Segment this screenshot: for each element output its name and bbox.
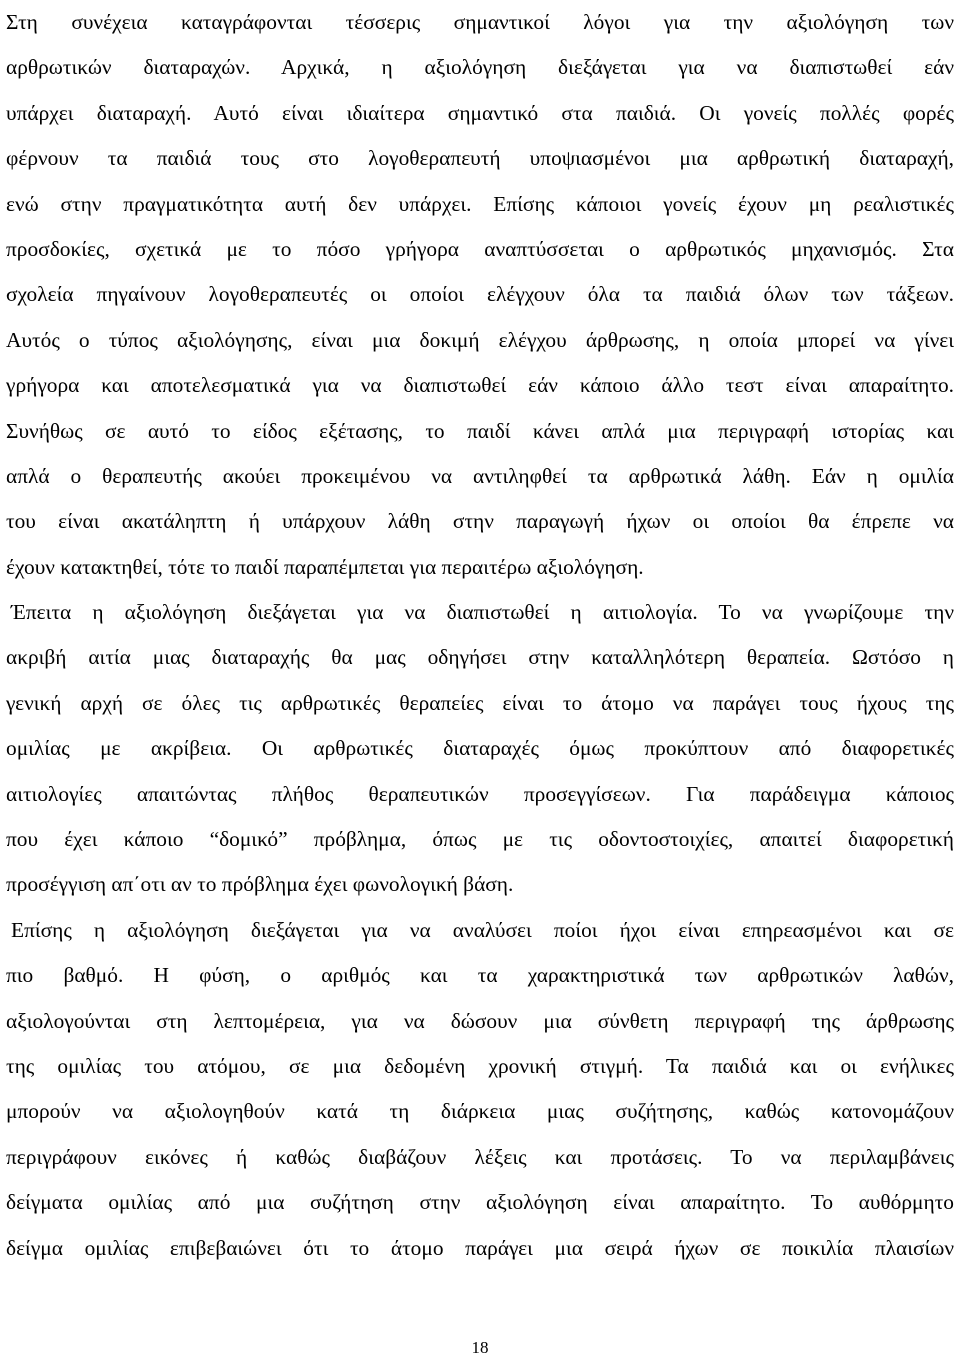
text-line: Στη συνέχεια καταγράφονται τέσσερις σημαντικοί λόγοι για την αξιολόγηση των: [6, 10, 954, 34]
text-line: αιτιολογίες απαιτώντας πλήθος θεραπευτικών προσεγγίσεων. Για παράδειγμα κάποιος: [6, 781, 954, 806]
text-line: ομιλίας με ακρίβεια. Οι αρθρωτικές διαταραχές όμως προκύπτουν από διαφορετικές: [6, 736, 954, 761]
paragraph-etiology: [6, 590, 954, 908]
text-line: Έπειτα η αξιολόγηση διεξάγεται για να διαπιστωθεί η αιτιολογία. Το να γνωρίζουμε την: [11, 600, 954, 625]
document-page: [6, 0, 954, 1362]
text-line: απλά ο θεραπευτής ακούει προκειμένου να αντιληφθεί τα αρθρωτικά λάθη. Εάν η ομιλία: [6, 463, 954, 488]
text-line: Αυτός ο τύπος αξιολόγησης, είναι μια δοκιμή ελέγχου άρθρωσης, η οποία μπορεί να γίνει: [6, 327, 954, 352]
paragraph-reasons-intro: [6, 0, 954, 590]
text-line: σχολεία πηγαίνουν λογοθεραπευτές οι οποίοι ελέγχουν όλα τα παιδιά όλων των τάξεων.: [6, 282, 954, 307]
text-line: που έχει κάποιο “δομικό” πρόβλημα, όπως με τις οδοντοστοιχίες, απαιτεί διαφορετική: [6, 827, 954, 852]
text-line: γενική αρχή σε όλες τις αρθρωτικές θεραπείες είναι το άτομο να παράγει τους ήχους της: [6, 690, 954, 715]
text-line: γρήγορα και αποτελεσματικά για να διαπιστωθεί εάν κάποιο άλλο τεστ είναι απαραίτητο.: [6, 373, 954, 398]
text-line: Επίσης η αξιολόγηση διεξάγεται για να αναλύσει ποίοι ήχοι είναι επηρεασμένοι και σε: [11, 917, 954, 942]
text-line: Συνήθως σε αυτό το είδος εξέτασης, το παιδί κάνει απλά μια περιγραφή ιστορίας και: [6, 418, 954, 443]
text-line: πιο βαθμό. Η φύση, ο αριθμός και τα χαρακτηριστικά των αρθρωτικών λαθών,: [6, 963, 954, 988]
text-line: δείγματα ομιλίας από μια συζήτηση στην αξιολόγηση είναι απαραίτητο. Το αυθόρμητο: [6, 1190, 954, 1215]
text-line: του είναι ακατάληπτη ή υπάρχουν λάθη στην παραγωγή ήχων οι οποίοι θα έπρεπε να: [6, 509, 954, 534]
text-line: ακριβή αιτία μιας διαταραχής θα μας οδηγήσει στην καταλληλότερη θεραπεία. Ωστόσο η: [6, 645, 954, 670]
text-line: φέρνουν τα παιδιά τους στο λογοθεραπευτή υποψιασμένοι μια αρθρωτική διαταραχή,: [6, 146, 954, 171]
text-line: ενώ στην πραγματικότητα αυτή δεν υπάρχει. Επίσης κάποιοι γονείς έχουν μη ρεαλιστικές: [6, 191, 954, 216]
text-line: προσδοκίες, σχετικά με το πόσο γρήγορα αναπτύσσεται ο αρθρωτικός μηχανισμός. Στα: [6, 236, 954, 261]
paragraph-error-analysis: [6, 908, 954, 1271]
text-line: αξιολογούνται στη λεπτομέρεια, για να δώσουν μια σύνθετη περιγραφή της άρθρωσης: [6, 1008, 954, 1033]
text-line: έχουν κατακτηθεί, τότε το παιδί παραπέμπεται για περαιτέρω αξιολόγηση.: [6, 554, 644, 579]
text-line: μπορούν να αξιολογηθούν κατά τη διάρκεια μιας συζήτησης, καθώς κατονομάζουν: [6, 1099, 954, 1124]
text-line: δείγμα ομιλίας επιβεβαιώνει ότι το άτομο παράγει μια σειρά ήχων σε ποικιλία πλαισίων: [6, 1235, 954, 1260]
page-number: 18: [471, 1338, 489, 1357]
text-line: υπάρχει διαταραχή. Αυτό είναι ιδιαίτερα σημαντικό στα παιδιά. Οι γονείς πολλές φορές: [6, 100, 954, 125]
text-line: αρθρωτικών διαταραχών. Αρχικά, η αξιολόγηση διεξάγεται για να διαπιστωθεί εάν: [6, 55, 954, 80]
text-line: περιγράφουν εικόνες ή καθώς διαβάζουν λέξεις και προτάσεις. Το να περιλαμβάνεις: [6, 1144, 954, 1169]
text-line: προσέγγιση απ΄οτι αν το πρόβλημα έχει φωνολογική βάση.: [6, 872, 514, 897]
text-line: της ομιλίας του ατόμου, σε μια δεδομένη χρονική στιγμή. Τα παιδιά και οι ενήλικες: [6, 1053, 954, 1078]
